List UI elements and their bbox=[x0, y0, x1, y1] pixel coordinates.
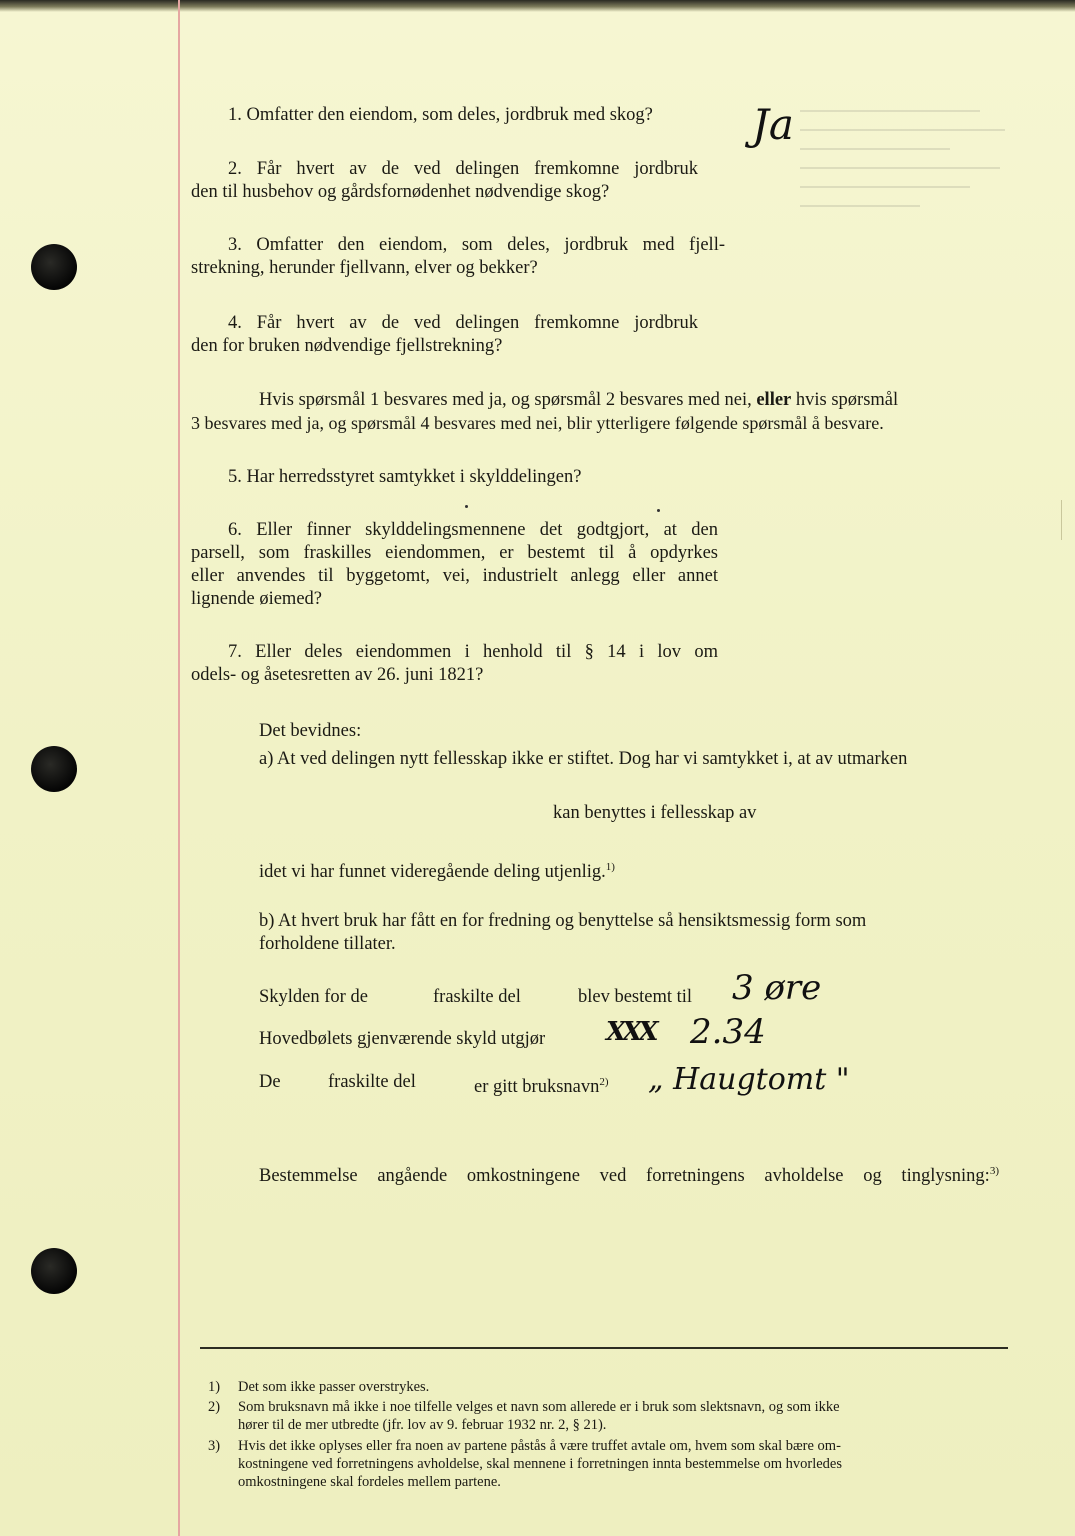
question-5: 5. Har herredsstyret samtykket i skylddelingen? bbox=[228, 467, 582, 487]
footnote-3-line-3: omkostningene skal fordeles mellem partene. bbox=[238, 1474, 501, 1490]
ink-speck bbox=[465, 505, 468, 508]
conditional-line-1-bold: eller bbox=[756, 390, 792, 410]
footnote-ref-3: 3) bbox=[989, 1165, 999, 1177]
footnote-1-number: 1) bbox=[208, 1379, 221, 1395]
finding-a-line-2: kan benyttes i fellesskap av bbox=[553, 803, 757, 823]
footnote-separator bbox=[200, 1347, 1008, 1349]
question-3-line-2: strekning, herunder fjellvann, elver og bekker? bbox=[191, 258, 538, 278]
question-3-line-1: 3. Omfatter den eiendom, som deles, jordbruk med fjell- bbox=[228, 235, 725, 255]
question-6-line-2: parsell, som fraskilles eiendommen, er bestemt til å opdyrkes bbox=[191, 543, 718, 563]
punch-hole-bottom bbox=[31, 1248, 77, 1294]
question-4-line-2: den for bruken nødvendige fjellstrekning? bbox=[191, 336, 503, 356]
margin-line bbox=[178, 0, 180, 1536]
punch-hole-top bbox=[31, 244, 77, 290]
hovedbol-crossed-out: XXX bbox=[606, 1017, 655, 1047]
ink-speck bbox=[657, 509, 660, 512]
question-4-line-1: 4. Får hvert av de ved delingen fremkomne jordbruk bbox=[228, 313, 698, 333]
finding-a-line-3 bbox=[259, 856, 615, 884]
answer-1-handwritten: Ja bbox=[752, 100, 794, 149]
bruksnavn-label-2: fraskilte del bbox=[328, 1072, 416, 1092]
conditional-line-1-part-a: Hvis spørsmål 1 besvares med ja, og spørsmål 2 besvares med nei, bbox=[259, 390, 752, 410]
skyld-label-1: Skylden for de bbox=[259, 987, 368, 1007]
punch-hole-middle bbox=[31, 746, 77, 792]
finding-b-line-2: forholdene tillater. bbox=[259, 934, 396, 954]
footnote-2-line-2: hører til de mer utbredte (jfr. lov av 9. februar 1932 nr. 2, § 21). bbox=[238, 1417, 607, 1433]
question-7-line-2: odels- og åsetesretten av 26. juni 1821? bbox=[191, 665, 484, 685]
finding-a-line-1: a) At ved delingen nytt fellesskap ikke er stiftet. Dog har vi samtykket i, at av utmarken bbox=[259, 749, 908, 769]
footnote-1-line-1: Det som ikke passer overstrykes. bbox=[238, 1379, 430, 1395]
finding-b-line-1: b) At hvert bruk har fått en for fredning og benyttelse så hensiktsmessig form som bbox=[259, 911, 867, 931]
costs-label bbox=[259, 1160, 999, 1188]
footnote-3-number: 3) bbox=[208, 1438, 221, 1454]
skyld-label-3: blev bestemt til bbox=[578, 987, 693, 1007]
scan-top-edge bbox=[0, 0, 1075, 12]
footnote-ref-1: 1) bbox=[605, 861, 615, 873]
skyld-value-handwritten: 3 øre bbox=[732, 968, 822, 1008]
question-1: 1. Omfatter den eiendom, som deles, jordbruk med skog? bbox=[228, 105, 653, 125]
question-2-line-1: 2. Får hvert av de ved delingen fremkomne jordbruk bbox=[228, 159, 698, 179]
bruksnavn-label-1: De bbox=[259, 1072, 281, 1092]
footnote-2-number: 2) bbox=[208, 1399, 221, 1415]
conditional-line-2: 3 besvares med ja, og spørsmål 4 besvares med nei, blir ytterligere følgende spørsmål å besvare. bbox=[191, 413, 884, 433]
hovedbol-value-handwritten: 2.34 bbox=[690, 1012, 766, 1052]
footnote-3-line-2: kostningene ved forretningens avholdelse, skal mennene i forretningen innta bestemmelse om hvorledes bbox=[238, 1456, 842, 1472]
finding-a-line-3-text: idet vi har funnet videregående deling utjenlig. bbox=[259, 862, 606, 883]
question-6-line-3: eller anvendes til byggetomt, vei, industrielt anlegg eller annet bbox=[191, 566, 718, 586]
bruksnavn-value-handwritten: „ Haugtomt " bbox=[648, 1062, 850, 1097]
conditional-line-1 bbox=[259, 389, 898, 412]
hovedbol-label: Hovedbølets gjenværende skyld utgjør bbox=[259, 1029, 546, 1049]
skyld-label-2: fraskilte del bbox=[433, 987, 521, 1007]
question-2-line-2: den til husbehov og gårdsfornødenhet nødvendige skog? bbox=[191, 182, 610, 202]
question-6-line-1: 6. Eller finner skylddelingsmennene det godtgjort, at den bbox=[228, 520, 718, 540]
costs-label-text: Bestemmelse angående omkostningene ved forretningens avholdelse og tinglysning: bbox=[259, 1166, 990, 1187]
footnote-3-line-1: Hvis det ikke oplyses eller fra noen av partene påstås å være truffet avtale om, hvem som skal bære om- bbox=[238, 1438, 841, 1454]
findings-heading: Det bevidnes: bbox=[259, 721, 362, 741]
footnote-ref-2: 2) bbox=[599, 1076, 609, 1088]
conditional-line-1-part-b: hvis spørsmål bbox=[795, 390, 899, 410]
bruksnavn-label-3 bbox=[474, 1071, 609, 1099]
bleed-through bbox=[800, 110, 1010, 270]
footnote-2-line-1: Som bruksnavn må ikke i noe tilfelle velges et navn som allerede er i bruk som slektsnavn, og som ikke bbox=[238, 1399, 840, 1415]
bruksnavn-label-3-text: er gitt bruksnavn bbox=[474, 1077, 600, 1098]
question-7-line-1: 7. Eller deles eiendommen i henhold til § 14 i lov om bbox=[228, 642, 718, 662]
question-6-line-4: lignende øiemed? bbox=[191, 589, 322, 609]
fold-mark bbox=[1061, 500, 1062, 540]
